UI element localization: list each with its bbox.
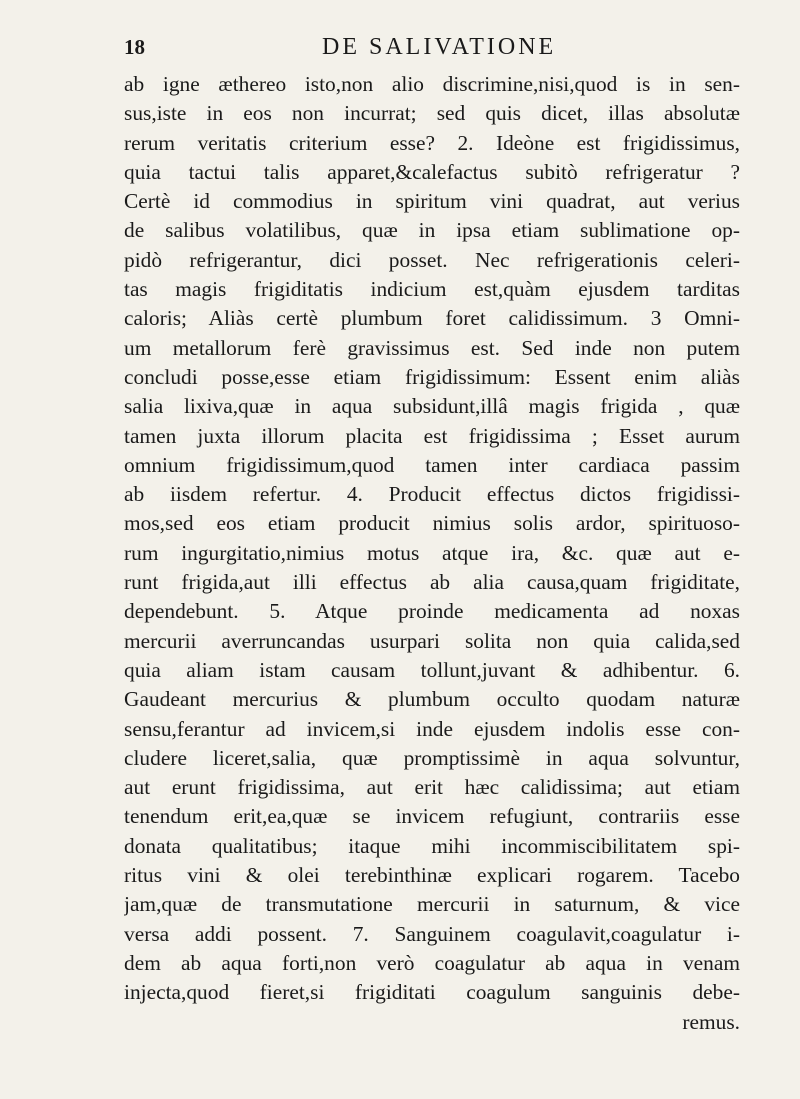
- text-line: mos,sed eos etiam producit nimius solis ardor, spirituoso-: [124, 511, 740, 536]
- page-number: 18: [124, 35, 145, 59]
- text-line: mercurii averruncandas usurpari solita non quia calida,sed: [124, 628, 740, 653]
- text-line: rum ingurgitatio,nimius motus atque ira, &c. quæ aut e-: [124, 540, 740, 565]
- body-text: [124, 70, 740, 1037]
- text-line: aut erunt frigidissima, aut erit hæc calidissima; aut etiam: [124, 775, 740, 800]
- text-line: runt frigida,aut illi effectus ab alia causa,quam frigiditate,: [124, 570, 740, 595]
- text-line: ritus vini & olei terebinthinæ explicari rogarem. Tacebo: [124, 863, 740, 888]
- text-line: jam,quæ de transmutatione mercurii in saturnum, & vice: [124, 892, 740, 917]
- text-line: um metallorum ferè gravissimus est. Sed inde non putem: [124, 335, 740, 360]
- text-line: dependebunt. 5. Atque proinde medicamenta ad noxas: [124, 599, 740, 624]
- text-line: dem ab aqua forti,non verò coagulatur ab aqua in venam: [124, 950, 740, 975]
- text-line: tenendum erit,ea,quæ se invicem refugiunt, contrariis esse: [124, 804, 740, 829]
- text-line: rerum veritatis criterium esse? 2. Ideòne est frigidissimus,: [124, 130, 740, 155]
- text-line: de salibus volatilibus, quæ in ipsa etiam sublimatione op-: [124, 218, 740, 243]
- text-line: versa addi possent. 7. Sanguinem coagulavit,coagulatur i-: [124, 921, 740, 946]
- text-line: injecta,quod fieret,si frigiditati coagulum sanguinis debe-: [124, 980, 740, 1005]
- text-line: sensu,ferantur ad invicem,si inde ejusdem indolis esse con-: [124, 716, 740, 741]
- text-line: omnium frigidissimum,quod tamen inter cardiaca passim: [124, 452, 740, 477]
- text-line: donata qualitatibus; itaque mihi incommiscibilitatem spi-: [124, 833, 740, 858]
- text-line: caloris; Aliàs certè plumbum foret calidissimum. 3 Omni-: [124, 306, 740, 331]
- text-line: salia lixiva,quæ in aqua subsidunt,illâ magis frigida , quæ: [124, 394, 740, 419]
- text-line: Certè id commodius in spiritum vini quadrat, aut verius: [124, 189, 740, 214]
- text-line: ab iisdem refertur. 4. Producit effectus dictos frigidissi-: [124, 482, 740, 507]
- text-line: quia aliam istam causam tollunt,juvant & adhibentur. 6.: [124, 657, 740, 682]
- running-head: [124, 34, 740, 68]
- text-line: cludere liceret,salia, quæ promptissimè in aqua solvuntur,: [124, 745, 740, 770]
- text-line: tas magis frigiditatis indicium est,quàm ejusdem tarditas: [124, 277, 740, 302]
- running-title: DE SALIVATIONE: [322, 34, 557, 60]
- text-line: tamen juxta illorum placita est frigidissima ; Esset aurum: [124, 423, 740, 448]
- text-line: remus.: [682, 1009, 740, 1034]
- text-line: pidò refrigerantur, dici posset. Nec refrigerationis celeri-: [124, 247, 740, 272]
- text-line: concludi posse,esse etiam frigidissimum: Essent enim aliàs: [124, 364, 740, 389]
- text-line: Gaudeant mercurius & plumbum occulto quodam naturæ: [124, 687, 740, 712]
- text-line: quia tactui talis apparet,&calefactus subitò refrigeratur ?: [124, 159, 740, 184]
- text-line: sus,iste in eos non incurrat; sed quis dicet, illas absolutæ: [124, 101, 740, 126]
- text-line: ab igne æthereo isto,non alio discrimine,nisi,quod is in sen-: [124, 72, 740, 96]
